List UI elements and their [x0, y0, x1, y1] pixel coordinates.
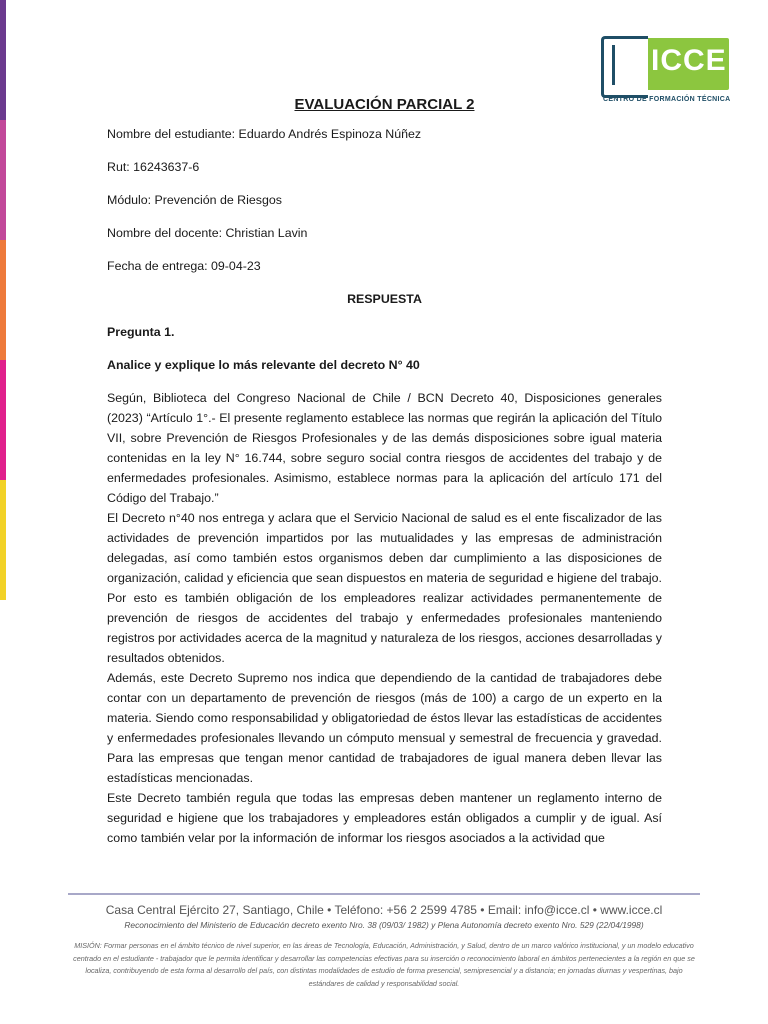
- due-date-field: Fecha de entrega: 09-04-23: [107, 259, 261, 273]
- student-name-field: Nombre del estudiante: Eduardo Andrés Espinoza Núñez: [107, 127, 422, 141]
- decorative-edge-stripe: [0, 0, 6, 600]
- book-icon: [601, 36, 648, 98]
- edge-segment: [0, 0, 6, 120]
- rut-field: Rut: 16243637-6: [107, 160, 200, 174]
- module-field: Módulo: Prevención de Riesgos: [107, 193, 282, 207]
- question-text: Analice y explique lo más relevante del decreto N° 40: [107, 358, 420, 372]
- edge-segment: [0, 480, 6, 600]
- edge-segment: [0, 120, 6, 240]
- footer-mission: MISIÓN: Formar personas en el ámbito técnico de nivel superior, en las áreas de Tecnología, Educación, Administración, y Salud, dentro de un marco valórico institucional, y un modelo educativo centrado en el estudiante - trabajador que le permita identificar y desarrollar las competencias efectivas para su inserción o reconocimiento laboral en ámbitos pertenecientes a la región en que se localiza, contribuyendo de esta forma al desarrollo del país, con distintas modalidades de estudio de forma presencial, semipresencial y a distancia; en jornadas diurnas y vespertinas, bajo estándares de calidad y responsabilidad social.: [73, 941, 695, 988]
- response-heading: RESPUESTA: [347, 292, 422, 306]
- logo-subtitle: CENTRO DE FORMACIÓN TÉCNICA: [603, 96, 731, 103]
- teacher-field: Nombre del docente: Christian Lavin: [107, 226, 308, 240]
- edge-segment: [0, 240, 6, 360]
- edge-segment: [0, 360, 6, 480]
- page-footer: [68, 893, 700, 990]
- question-number: Pregunta 1.: [107, 325, 175, 339]
- paragraph: Este Decreto también regula que todas las empresas deben mantener un reglamento interno de seguridad e higiene que los trabajadores y empleadores están obligados a cumplir y de igual. Así como también velar por la información de informar los riesgos asociados a la actividad que: [107, 791, 662, 845]
- footer-divider: [68, 893, 700, 895]
- footer-address: Casa Central Ejército 27, Santiago, Chile • Teléfono: +56 2 2599 4785 • Email: info@icce.cl • www.icce.cl: [105, 903, 663, 917]
- paragraph: Además, este Decreto Supremo nos indica que dependiendo de la cantidad de trabajadores debe contar con un departamento de prevención de riesgos (más de 100) a cargo de un experto en la materia. Siendo como responsabilidad y obligatoriedad de éstos llevar las estadísticas de accidentes y enfermedades profesionales llevando un cómputo mensual y semestral de frecuencia y gravedad. Para las empresas que tengan menor cantidad de trabajadores de igual manera deben llevar las estadísticas mencionadas.: [107, 671, 662, 785]
- paragraph: Según, Biblioteca del Congreso Nacional de Chile / BCN Decreto 40, Disposiciones generales (2023) “Artículo 1°.- El presente reglamento establece las normas que regirán la aplicación del Título VII, sobre Prevención de Riesgos Profesionales y de las demás disposiciones sobre igual materia contenidas en la ley N° 16.744, sobre seguro social contra riesgos de accidentes del trabajo y de enfermedades profesionales. Asimismo, establece normas para la aplicación del artículo 171 del Código del Trabajo.”: [107, 391, 662, 505]
- logo-word: ICCE: [651, 44, 727, 77]
- paragraph: El Decreto n°40 nos entrega y aclara que el Servicio Nacional de salud es el ente fiscalizador de las actividades de prevención impartidos por las mutualidades y las empresas de administración delegadas, así como también estos organismos deben dar cumplimiento a las disposiciones de organización, calidad y eficiencia que sean dispuestos en materia de seguridad e higiene del trabajo. Por esto es también obligación de los empleadores realizar actividades permanentemente de prevención de riesgos de accidentes del trabajo y enfermedades profesionales manteniendo registros por actividades acerca de la magnitud y naturaleza de los riesgos, acciones desarrolladas y resultados obtenidos.: [107, 511, 662, 665]
- document-body: [107, 90, 662, 848]
- document-title: EVALUACIÓN PARCIAL 2: [294, 96, 475, 113]
- footer-recognition: Reconocimiento del Ministerio de Educación decreto exento Nro. 38 (09/03/ 1982) y Plena Autonomía decreto exento Nro. 529 (22/04/1998): [124, 920, 644, 930]
